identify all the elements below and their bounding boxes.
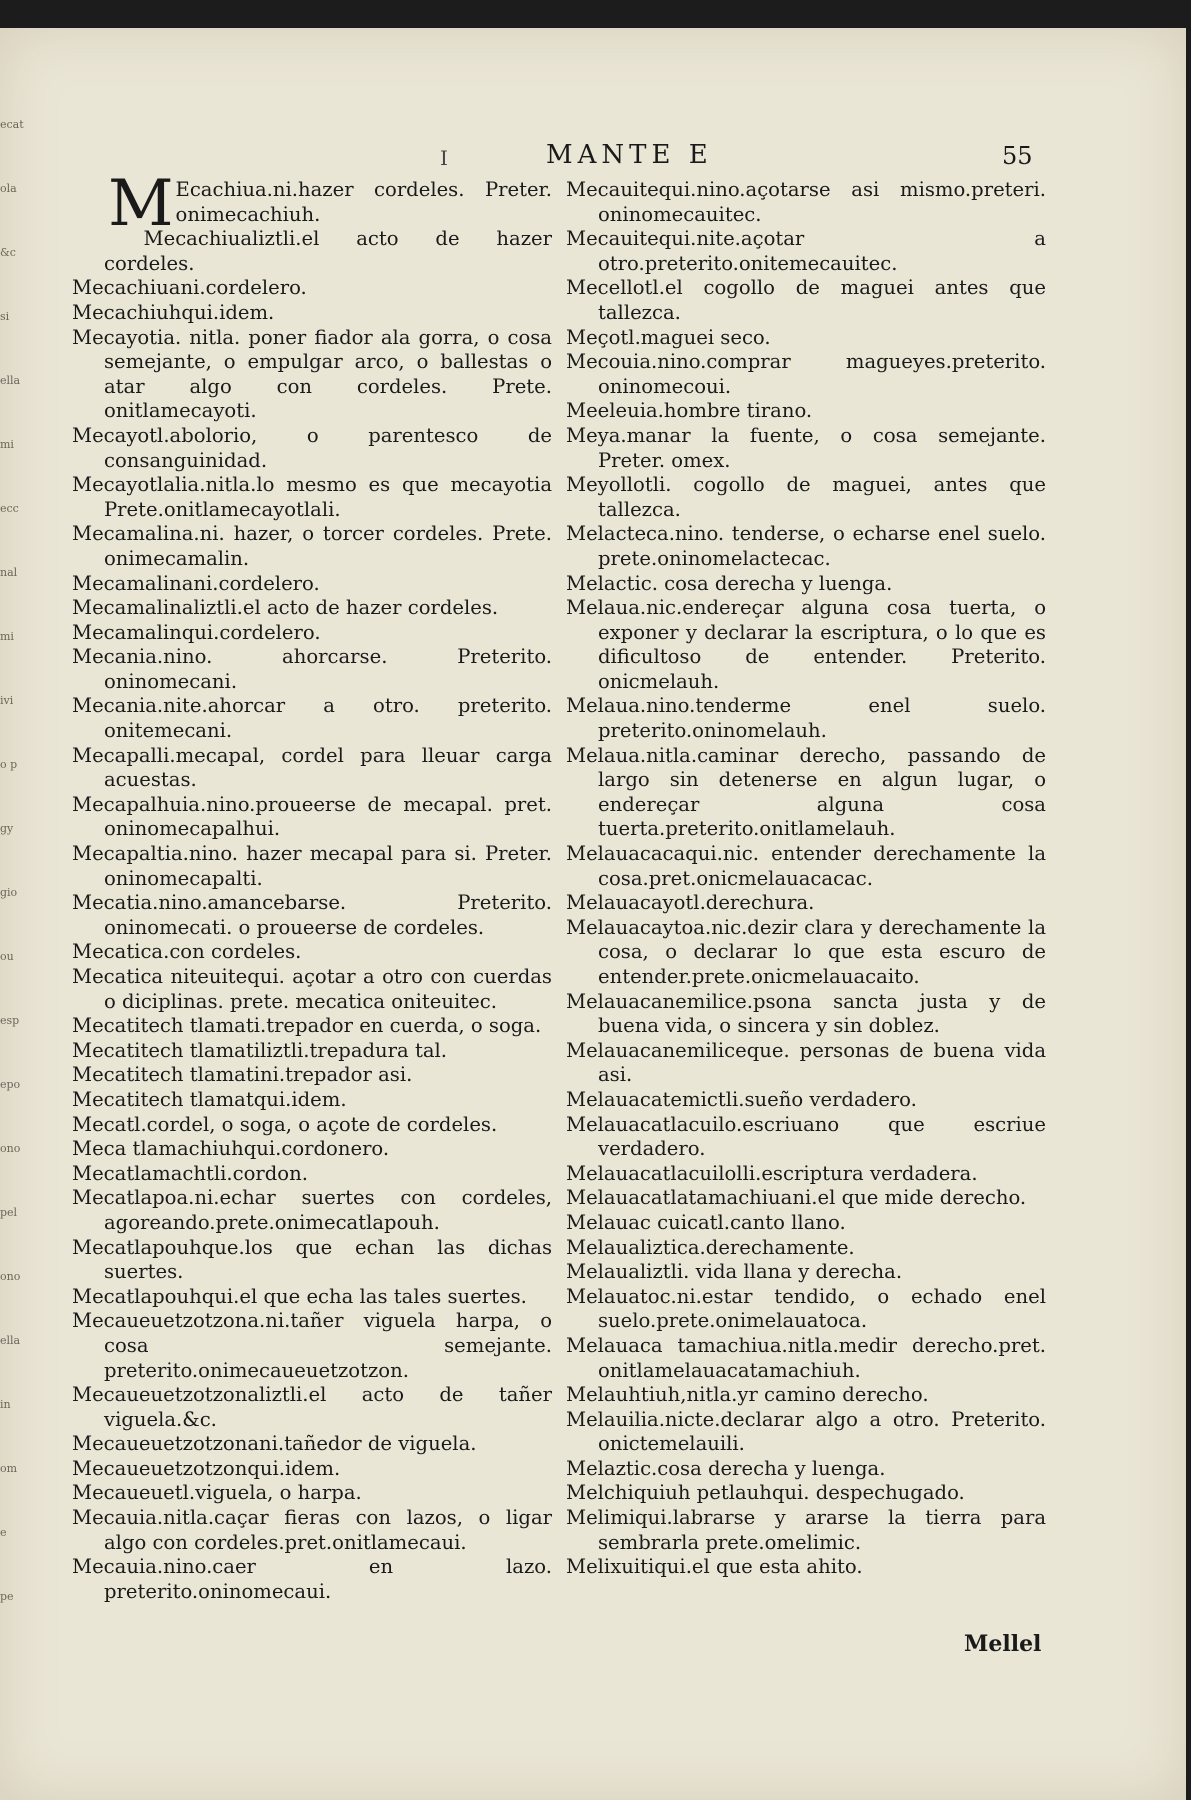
dictionary-entry xyxy=(72,326,552,424)
entry-text: Meyollotli. cogollo de maguei, antes que tallezca. xyxy=(566,473,1046,521)
header-title: MANTE E xyxy=(546,140,713,170)
entry-text: Mecamalinaliztli.el acto de hazer cordeles. xyxy=(72,596,499,620)
margin-fragment: gio xyxy=(0,886,18,899)
entry-text: Mecatlapouhque.los que echan las dichas suertes. xyxy=(72,1235,552,1284)
entry-text: Melauacatemictli.sueño verdadero. xyxy=(566,1087,917,1111)
margin-fragment: ivi xyxy=(0,694,14,707)
dictionary-entry xyxy=(72,1432,552,1457)
dictionary-entry xyxy=(566,990,1046,1039)
dictionary-entry xyxy=(72,1113,552,1138)
entry-text: Melaua.nic.endereçar alguna cosa tuerta, o exponer y declarar la escriptura, o lo que es dificultoso de entender. Preterito. onicmelauh. xyxy=(566,596,1046,693)
dictionary-entry xyxy=(72,1555,552,1604)
margin-fragment: o p xyxy=(0,758,18,771)
entry-text: Melauaca tamachiua.nitla.medir derecho.pret. onitlamelauacatamachiuh. xyxy=(566,1333,1046,1382)
entry-text: Mecatlapouhqui.el que echa las tales suertes. xyxy=(72,1284,527,1308)
entry-text: Mecouia.nino.comprar magueyes.preterito. oninomecoui. xyxy=(566,350,1046,398)
dictionary-entry xyxy=(566,1236,1046,1261)
dictionary-entry xyxy=(566,350,1046,399)
entry-text: Mecaueuetzotzonani.tañedor de viguela. xyxy=(72,1432,477,1456)
margin-fragment: ecat xyxy=(0,118,24,131)
margin-fragment: esp xyxy=(0,1014,20,1027)
dictionary-entry xyxy=(72,965,552,1014)
dictionary-entry xyxy=(566,276,1046,325)
entry-text: Mecaueuetzotzona.ni.tañer viguela harpa, o cosa semejante. preterito.onimecaueuetzotzon. xyxy=(72,1309,552,1382)
dictionary-entry xyxy=(72,891,552,940)
entry-text: Ecachiua.ni.hazer cordeles. Preter. onimecachiuh. xyxy=(175,178,552,226)
catchword: Mellel xyxy=(964,1631,1042,1657)
entry-text: Melauacanemiliceque. personas de buena vida asi. xyxy=(566,1038,1046,1087)
entry-text: Meeleuia.hombre tirano. xyxy=(566,399,813,423)
margin-fragment: ella xyxy=(0,1334,21,1347)
dictionary-entry xyxy=(566,916,1046,990)
margin-fragment: om xyxy=(0,1462,18,1475)
dictionary-entry xyxy=(566,744,1046,842)
dictionary-entry xyxy=(72,694,552,743)
entry-text: Mecauia.nino.caer en lazo. preterito.oninomecaui. xyxy=(72,1555,552,1603)
dictionary-entry xyxy=(72,1506,552,1555)
entry-text: Melactic. cosa derecha y luenga. xyxy=(566,571,893,595)
entry-text: Mecamalinqui.cordelero. xyxy=(72,620,321,644)
dictionary-entry xyxy=(566,1334,1046,1383)
drop-cap: M xyxy=(108,178,174,241)
entry-text: Mecapalli.mecapal, cordel para lleuar carga acuestas. xyxy=(72,743,552,792)
entry-text: Mecapalhuia.nino.proueerse de mecapal. pret. oninomecapalhui. xyxy=(72,792,552,841)
entry-text: Mecauitequi.nite.açotar a otro.preterito.onitemecauitec. xyxy=(566,227,1046,275)
entry-text: Melimiqui.labrarse y ararse la tierra para sembrarla prete.omelimic. xyxy=(566,1506,1046,1554)
dictionary-entry xyxy=(566,399,1046,424)
dictionary-entry xyxy=(72,1039,552,1064)
entry-text: Mecatl.cordel, o soga, o açote de cordeles. xyxy=(72,1112,498,1136)
dictionary-entry xyxy=(72,1236,552,1285)
dictionary-entry xyxy=(566,1186,1046,1211)
entry-text: Melauacatlacuilo.escriuano que escriue verdadero. xyxy=(566,1112,1046,1161)
dictionary-entry xyxy=(566,522,1046,571)
dictionary-entry xyxy=(72,842,552,891)
dictionary-entry xyxy=(72,940,552,965)
dictionary-entry xyxy=(72,744,552,793)
entry-text: Mecatica.con cordeles. xyxy=(72,940,302,964)
entry-text: Melauatoc.ni.estar tendido, o echado enel suelo.prete.onimelauatoca. xyxy=(566,1284,1046,1333)
dictionary-entry xyxy=(72,276,552,301)
entry-text: Melauacatlatamachiuani.el que mide derecho. xyxy=(566,1186,1027,1210)
entry-text: Melauacatlacuilolli.escriptura verdadera. xyxy=(566,1161,978,1185)
dictionary-entry xyxy=(72,424,552,473)
entry-text: Mecatitech tlamati.trepador en cuerda, o soga. xyxy=(72,1014,542,1038)
entry-text: Melixuitiqui.el que esta ahito. xyxy=(566,1555,863,1579)
margin-fragment: pel xyxy=(0,1206,18,1219)
dictionary-entry xyxy=(72,1014,552,1039)
entry-text: Mecellotl.el cogollo de maguei antes que tallezca. xyxy=(566,276,1046,324)
dictionary-entry xyxy=(72,301,552,326)
entry-text: Mecatica niteuitequi. açotar a otro con cuerdas o diciplinas. prete. mecatica oniteuitec. xyxy=(72,965,552,1013)
dictionary-entry xyxy=(72,572,552,597)
dictionary-entry xyxy=(566,1481,1046,1506)
margin-fragment: gy xyxy=(0,822,14,835)
margin-fragment: pe xyxy=(0,1590,14,1603)
margin-fragment: ou xyxy=(0,950,14,963)
margin-fragment: in xyxy=(0,1398,11,1411)
margin-fragment: mi xyxy=(0,630,14,643)
margin-fragment: mi xyxy=(0,438,14,451)
entry-text: Melauacayotl.derechura. xyxy=(566,891,815,915)
dictionary-entry xyxy=(72,473,552,522)
entry-text: Mecayotia. nitla. poner fiador ala gorra, o cosa semejante, o empulgar arco, o ballestas o atar algo con cordeles. Prete. onitlamecayoti. xyxy=(72,325,552,423)
margin-fragment: ono xyxy=(0,1270,21,1283)
entry-text: Mecatlapoa.ni.echar suertes con cordeles, agoreando.prete.onimecatlapouh. xyxy=(72,1186,552,1234)
dictionary-entry xyxy=(566,1555,1046,1580)
entry-text: Mecauitequi.nino.açotarse asi mismo.preteri. oninomecauitec. xyxy=(566,178,1046,226)
entry-text: Melaztic.cosa derecha y luenga. xyxy=(566,1456,886,1480)
entry-text: Melaua.nino.tenderme enel suelo. preterito.oninomelauh. xyxy=(566,694,1046,743)
dictionary-entry xyxy=(72,1137,552,1162)
entry-text: Melauac cuicatl.canto llano. xyxy=(566,1210,846,1234)
entry-text: Melauhtiuh,nitla.yr camino derecho. xyxy=(566,1383,929,1407)
adjacent-page-edge xyxy=(0,118,24,1678)
dictionary-entry xyxy=(566,424,1046,473)
dictionary-entry xyxy=(72,1285,552,1310)
margin-fragment: ola xyxy=(0,182,17,195)
entry-text: Mecaueuetzotzonqui.idem. xyxy=(72,1456,341,1480)
entry-text: Mecayotl.abolorio, o parentesco de consanguinidad. xyxy=(72,423,552,472)
entry-text: Mecayotlalia.nitla.lo mesmo es que mecayotia Prete.onitlamecayotlali. xyxy=(72,473,552,521)
entry-text: Mecaueuetl.viguela, o harpa. xyxy=(72,1481,362,1505)
left-column xyxy=(72,178,552,1678)
dictionary-entry xyxy=(566,1408,1046,1457)
dictionary-entry xyxy=(72,645,552,694)
dictionary-entry xyxy=(566,473,1046,522)
dictionary-entry xyxy=(72,1186,552,1235)
dictionary-entry xyxy=(566,891,1046,916)
entry-text: Mecamalina.ni. hazer, o torcer cordeles. Prete. onimecamalin. xyxy=(72,522,552,570)
dictionary-entry xyxy=(72,1383,552,1432)
dictionary-entry xyxy=(72,793,552,842)
entry-text: Melauilia.nicte.declarar algo a otro. Preterito. onictemelauili. xyxy=(566,1407,1046,1456)
margin-fragment: ella xyxy=(0,374,21,387)
entry-text: Mecachiuhqui.idem. xyxy=(72,300,275,324)
dictionary-entry xyxy=(566,1383,1046,1408)
dictionary-entry xyxy=(566,842,1046,891)
entry-text: Melauacanemilice.psona sancta justa y de buena vida, o sincera y sin doblez. xyxy=(566,989,1046,1038)
entry-text: Mecatitech tlamatqui.idem. xyxy=(72,1087,347,1111)
entry-text: Mecatia.nino.amancebarse. Preterito. oninomecati. o proueerse de cordeles. xyxy=(72,891,552,939)
entry-text: Mecatlamachtli.cordon. xyxy=(72,1161,308,1185)
entry-text: Mecauia.nitla.caçar fieras con lazos, o ligar algo con cordeles.pret.onitlamecaui. xyxy=(72,1506,552,1554)
margin-fragment: e xyxy=(0,1526,7,1539)
entry-text: Mecania.nino. ahorcarse. Preterito. oninomecani. xyxy=(72,645,552,693)
entry-text: Mecatitech tlamatiliztli.trepadura tal. xyxy=(72,1038,448,1062)
entry-text: Meçotl.maguei seco. xyxy=(566,325,771,349)
entry-text: Mecapaltia.nino. hazer mecapal para si. Preter. oninomecapalti. xyxy=(72,842,552,890)
dictionary-entry xyxy=(566,1285,1046,1334)
dictionary-entry xyxy=(566,1039,1046,1088)
dictionary-entry xyxy=(566,694,1046,743)
dictionary-entry xyxy=(72,1162,552,1187)
dictionary-entry xyxy=(566,572,1046,597)
dictionary-entry xyxy=(72,1481,552,1506)
entry-text: Mecatitech tlamatini.trepador asi. xyxy=(72,1063,413,1087)
book-page xyxy=(0,28,1186,1800)
folio-number: 55 xyxy=(1002,142,1033,170)
entry-text: Melchiquiuh petlauhqui. despechugado. xyxy=(566,1481,965,1505)
entry-text: Mecachiualiztli.el acto de hazer cordeles. xyxy=(104,227,552,275)
entry-text: Melauacacaqui.nic. entender derechamente la cosa.pret.onicmelauacacac. xyxy=(566,842,1046,890)
dictionary-entry xyxy=(566,1211,1046,1236)
dictionary-entry xyxy=(72,178,552,241)
right-column xyxy=(566,178,1046,1678)
dictionary-entry xyxy=(72,1457,552,1482)
entry-text: Melaualiztica.derechamente. xyxy=(566,1235,855,1259)
dictionary-entry xyxy=(72,596,552,621)
margin-fragment: ecc xyxy=(0,502,19,515)
dictionary-entry xyxy=(72,1063,552,1088)
dictionary-entry xyxy=(566,1506,1046,1555)
entry-text: Melauacaytoa.nic.dezir clara y derechamente la cosa, o declarar lo que esta escuro de entender.prete.onicmelauacaito. xyxy=(566,915,1046,988)
dictionary-entry xyxy=(72,1309,552,1383)
dictionary-entry xyxy=(566,227,1046,276)
entry-text: Melaua.nitla.caminar derecho, passando de largo sin detenerse en algun lugar, o endereçar alguna cosa tuerta.preterito.onitlamelauh. xyxy=(566,743,1046,841)
dictionary-entry xyxy=(566,596,1046,694)
dictionary-entry xyxy=(566,326,1046,351)
running-header xyxy=(70,138,1070,174)
entry-text: Meca tlamachiuhqui.cordonero. xyxy=(72,1137,390,1161)
dictionary-entry xyxy=(566,1113,1046,1162)
entry-text: Melacteca.nino. tenderse, o echarse enel suelo. prete.oninomelactecac. xyxy=(566,522,1046,570)
header-mark: I xyxy=(440,146,448,170)
dictionary-entry xyxy=(566,1457,1046,1482)
entry-text: Meya.manar la fuente, o cosa semejante. Preter. omex. xyxy=(566,423,1046,472)
entry-text: Melaualiztli. vida llana y derecha. xyxy=(566,1260,903,1284)
entry-text: Mecania.nite.ahorcar a otro. preterito. onitemecani. xyxy=(72,694,552,743)
dictionary-entry xyxy=(72,522,552,571)
entry-text: Mecaueuetzotzonaliztli.el acto de tañer viguela.&c. xyxy=(72,1383,552,1431)
dictionary-entry xyxy=(72,621,552,646)
dictionary-entry xyxy=(566,1260,1046,1285)
entry-text: Mecamalinani.cordelero. xyxy=(72,571,320,595)
margin-fragment: nal xyxy=(0,566,18,579)
dictionary-entry xyxy=(72,1088,552,1113)
dictionary-entry xyxy=(566,1088,1046,1113)
dictionary-entry xyxy=(566,1162,1046,1187)
margin-fragment: si xyxy=(0,310,10,323)
margin-fragment: &c xyxy=(0,246,16,259)
dictionary-entry xyxy=(566,178,1046,227)
margin-fragment: ono xyxy=(0,1142,21,1155)
margin-fragment: epo xyxy=(0,1078,21,1091)
entry-text: Mecachiuani.cordelero. xyxy=(72,276,307,300)
dictionary-entry xyxy=(72,227,552,276)
